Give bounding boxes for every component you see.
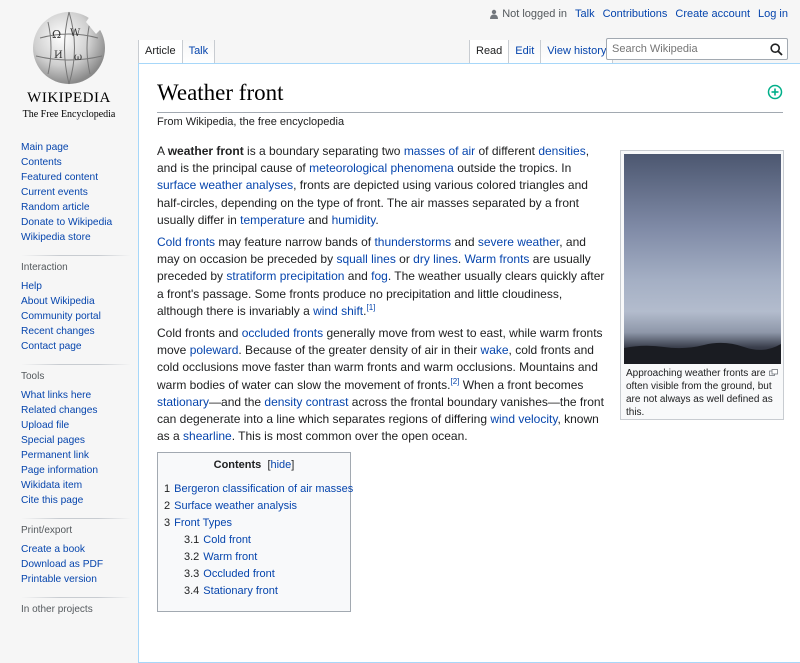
toc-number: 3.3	[184, 568, 200, 580]
svg-text:ω: ω	[74, 52, 83, 63]
thumbnail-caption	[624, 364, 780, 419]
link-density-contrast[interactable]: density contrast	[264, 394, 349, 409]
not-logged-in-status	[489, 8, 567, 20]
sidebar-heading-interaction[interactable]: Interaction	[21, 262, 68, 273]
sidebar	[0, 140, 138, 617]
horizon-silhouette	[624, 338, 781, 364]
login-link[interactable]: Log in	[758, 8, 788, 20]
text: . Because of the greater density of air in their	[238, 343, 481, 358]
sidebar-item-printable-version[interactable]: Printable version	[21, 574, 97, 585]
text: across the frontal boundary vanishes—the front can degenerate into a line which separates regions of differing	[157, 394, 604, 427]
text: or	[395, 252, 414, 267]
text: . This is most common over the open ocean.	[231, 429, 468, 444]
sidebar-heading-print-export[interactable]: Print/export	[21, 525, 73, 536]
toc-number: 2	[164, 500, 171, 512]
toc-link[interactable]: Stationary front	[203, 585, 278, 597]
user-talk-link[interactable]: Talk	[575, 8, 595, 20]
text: , and may on occasion be preceded by	[157, 235, 586, 267]
sidebar-item-recent-changes[interactable]: Recent changes	[21, 326, 95, 337]
sidebar-heading-tools[interactable]: Tools	[21, 371, 45, 382]
link-humidity[interactable]: humidity	[331, 212, 376, 227]
toc-item[interactable]	[164, 549, 344, 566]
paragraph-fronts	[157, 234, 605, 320]
sidebar-item-cite-this-page[interactable]: Cite this page	[21, 495, 84, 506]
puzzle-globe-icon	[30, 8, 108, 88]
sidebar-divider	[21, 518, 131, 519]
search-box	[606, 38, 788, 60]
link-dry-lines[interactable]: dry lines	[413, 252, 458, 267]
toc-link[interactable]: Occluded front	[203, 568, 275, 580]
sidebar-item-contact-page[interactable]: Contact page	[21, 341, 82, 352]
text: of different	[475, 144, 539, 158]
page-title: Weather front	[157, 80, 284, 105]
text: .	[457, 252, 465, 267]
sidebar-tools	[21, 388, 138, 508]
view-tabs	[469, 40, 613, 63]
tab-read[interactable]: Read	[469, 40, 508, 63]
tab-edit[interactable]: Edit	[508, 40, 540, 63]
svg-text:И: И	[54, 50, 63, 61]
personal-tools	[489, 8, 788, 20]
sidebar-item-help[interactable]: Help	[21, 281, 42, 292]
tab-talk[interactable]: Talk	[182, 40, 216, 63]
link-meteorological-phenomena[interactable]: meteorological phenomena	[309, 161, 454, 176]
sidebar-interaction	[21, 279, 138, 354]
bold-term: weather front	[167, 144, 244, 158]
paragraph-intro	[157, 143, 605, 229]
text: .	[375, 212, 379, 227]
sidebar-navigation	[21, 140, 138, 245]
toc-header	[164, 459, 344, 471]
toc-title: Contents	[213, 459, 262, 471]
toc-hide-bracket: [	[267, 459, 271, 471]
reference-link[interactable]: [2]	[450, 376, 460, 386]
sidebar-item-donate[interactable]: Donate to Wikipedia	[21, 217, 113, 228]
wikipedia-logo[interactable]	[0, 0, 138, 130]
text: outside the tropics. In	[453, 161, 572, 176]
sidebar-item-download-pdf[interactable]: Download as PDF	[21, 559, 104, 570]
text: A	[157, 144, 168, 158]
table-of-contents	[157, 452, 354, 612]
reference-link[interactable]: [1]	[366, 302, 376, 312]
text: , and is the principal cause of	[157, 144, 590, 176]
toc-link[interactable]: Surface weather analysis	[174, 500, 298, 512]
sidebar-divider	[21, 364, 131, 365]
search-input[interactable]	[607, 39, 767, 59]
link-squall-lines[interactable]: squall lines	[336, 252, 396, 267]
sidebar-heading-other-projects[interactable]: In other projects	[21, 604, 93, 615]
toc-number: 3.2	[184, 551, 200, 563]
title-divider	[157, 112, 783, 113]
link-thunderstorms[interactable]: thunderstorms	[374, 235, 452, 250]
link-air-masses[interactable]: masses of air	[403, 144, 476, 158]
link-stratiform-precipitation[interactable]: stratiform precipitation	[226, 269, 345, 284]
sidebar-item-featured-content[interactable]: Featured content	[21, 172, 99, 183]
main-content	[138, 63, 800, 663]
paragraph-movement	[157, 325, 605, 445]
weather-front-photo[interactable]	[624, 154, 781, 364]
toc-hide-bracket: ]	[291, 459, 295, 471]
link-densities[interactable]: densities	[538, 144, 586, 158]
toc-item[interactable]	[164, 515, 344, 532]
link-surface-weather-analyses[interactable]: surface weather analyses	[157, 178, 294, 193]
sidebar-item-contents[interactable]: Contents	[21, 157, 62, 168]
link-wind-shift[interactable]: wind shift	[313, 303, 364, 318]
sidebar-item-random-article[interactable]: Random article	[21, 202, 90, 213]
link-severe-weather[interactable]: severe weather	[477, 235, 560, 250]
search-icon[interactable]	[770, 43, 783, 56]
svg-text:W: W	[70, 28, 81, 39]
sidebar-item-main-page[interactable]: Main page	[21, 142, 69, 153]
sidebar-item-create-book[interactable]: Create a book	[21, 544, 85, 555]
link-stationary[interactable]: stationary	[157, 394, 210, 409]
sidebar-item-permanent-link[interactable]: Permanent link	[21, 450, 89, 461]
text: , known as a	[157, 412, 599, 444]
toc-item[interactable]	[164, 532, 344, 549]
caption-text: Approaching weather fronts are often visible from the ground, but are not always as well defined as this.	[626, 368, 773, 418]
toc-link[interactable]: Bergeron classification of air masses	[174, 483, 354, 495]
text: generally move from west to east, while warm fronts move	[157, 326, 603, 358]
sidebar-item-page-information[interactable]: Page information	[21, 465, 99, 476]
article-body	[157, 143, 605, 450]
link-fog[interactable]: fog	[371, 269, 388, 284]
toc-link[interactable]: Warm front	[203, 551, 258, 563]
toc-item[interactable]	[164, 566, 344, 583]
text: . The weather usually clears quickly after a front's passage. Some fronts produce no precipitation and little cloudiness, although there is invariably a	[157, 269, 605, 318]
logo-tagline: The Free Encyclopedia	[22, 109, 116, 120]
contributions-link[interactable]: Contributions	[602, 8, 668, 20]
enlarge-icon[interactable]	[769, 369, 778, 376]
toc-number: 1	[164, 483, 171, 495]
link-occluded-fronts[interactable]: occluded fronts	[241, 326, 324, 341]
toc-link[interactable]: Cold front	[203, 534, 251, 546]
sidebar-divider	[21, 597, 131, 598]
site-tagline: From Wikipedia, the free encyclopedia	[157, 116, 345, 128]
text: and	[451, 235, 478, 250]
link-wind-velocity[interactable]: wind velocity	[490, 412, 558, 427]
sidebar-item-related-changes[interactable]: Related changes	[21, 405, 98, 416]
toc-link[interactable]: Front Types	[174, 517, 233, 529]
sidebar-item-community-portal[interactable]: Community portal	[21, 311, 101, 322]
text: and	[344, 269, 372, 284]
link-warm-fronts[interactable]: Warm fronts	[464, 252, 530, 267]
sidebar-divider	[21, 255, 131, 256]
text: and	[304, 212, 332, 227]
user-icon	[489, 9, 499, 19]
tab-article[interactable]: Article	[138, 40, 182, 63]
link-temperature[interactable]: temperature	[240, 212, 305, 227]
sidebar-item-wikidata-item[interactable]: Wikidata item	[21, 480, 83, 491]
toc-item[interactable]	[164, 498, 344, 515]
text: , cold fronts and cold occlusions move faster than warm fronts and warm occlusions. Mountains and warm bodies of water can slow the movement of fronts.	[157, 343, 598, 392]
sidebar-item-what-links-here[interactable]: What links here	[21, 390, 92, 401]
toc-number: 3.4	[184, 585, 200, 597]
tab-view-history[interactable]: View history	[540, 40, 613, 63]
sidebar-item-special-pages[interactable]: Special pages	[21, 435, 86, 446]
link-poleward[interactable]: poleward	[189, 343, 239, 358]
text: , fronts are depicted using various colored triangles and half-circles, depending on the type of front. The air masses separated by a front usually differ in	[157, 178, 588, 227]
text: is a boundary separating two	[243, 144, 404, 158]
text: may feature narrow bands of	[215, 235, 375, 250]
toc-item[interactable]	[164, 583, 344, 600]
not-logged-in-label: Not logged in	[502, 8, 568, 20]
thumbnail	[620, 150, 784, 420]
sidebar-item-about[interactable]: About Wikipedia	[21, 296, 95, 307]
create-account-link[interactable]: Create account	[675, 8, 751, 20]
text: Cold fronts and	[157, 326, 242, 341]
text: —and the	[209, 394, 265, 409]
text: are usually preceded by	[157, 252, 591, 284]
link-shearline[interactable]: shearline	[183, 429, 232, 444]
toc-item[interactable]	[164, 481, 354, 498]
sidebar-item-store[interactable]: Wikipedia store	[21, 232, 91, 243]
svg-text:Ω: Ω	[52, 28, 62, 41]
logo-wordmark: WIKIPEDIA	[27, 90, 111, 106]
sidebar-print-export	[21, 542, 138, 587]
toc-hide-toggle[interactable]: hide	[270, 459, 292, 471]
text: .	[363, 303, 367, 318]
toc-number: 3	[164, 517, 171, 529]
sidebar-item-current-events[interactable]: Current events	[21, 187, 88, 198]
toc-number: 3.1	[184, 534, 200, 546]
link-wake[interactable]: wake	[480, 343, 509, 358]
text: When a front becomes	[459, 377, 584, 392]
sidebar-item-upload-file[interactable]: Upload file	[21, 420, 70, 431]
add-circle-icon[interactable]	[767, 84, 783, 100]
namespace-tabs	[138, 40, 215, 63]
link-cold-fronts[interactable]: Cold fronts	[157, 235, 216, 250]
